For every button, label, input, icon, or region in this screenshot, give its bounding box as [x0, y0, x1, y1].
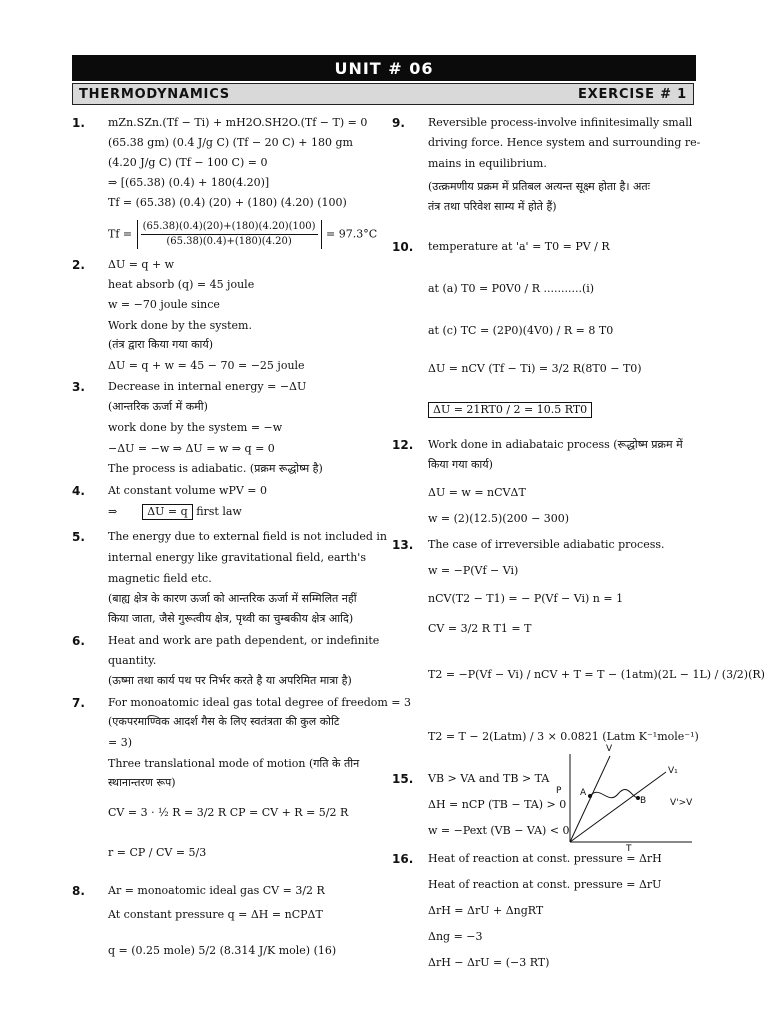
- answer-line: For monoatomic ideal gas total degree of freedom = 3: [108, 696, 412, 709]
- graph-line-v: [570, 756, 610, 842]
- answer-line-hindi: (तंत्र द्वारा किया गया कार्य): [108, 338, 214, 351]
- answer-line: Δng = −3: [428, 930, 483, 943]
- answer-line: −ΔU = −w ⇒ ΔU = w ⇒ q = 0: [108, 442, 275, 455]
- graph-line-v1: [570, 772, 666, 842]
- answer-line: q = (0.25 mole) 5/2 (8.314 J/K mole) (16): [108, 944, 337, 957]
- answer-line: ΔU = q + w = 45 − 70 = −25 joule: [108, 359, 305, 372]
- answer-line-hindi: तंत्र तथा परिवेश साम्य में होते हैं): [428, 200, 557, 213]
- answer-line: w = −70 joule since: [108, 298, 220, 311]
- answer-line: quantity.: [108, 654, 157, 667]
- graph-label-p: P: [556, 786, 562, 796]
- answer-line: w = (2)(12.5)(200 − 300): [428, 512, 570, 525]
- answer-line: Ar = monoatomic ideal gas CV = 3/2 R: [108, 884, 325, 897]
- answer-line: w = −Pext (VB − VA) < 0: [428, 824, 570, 837]
- answer-line-hindi: किया जाता, जैसे गुरूत्वीय क्षेत्र, पृथ्वी का चुम्बकीय क्षेत्र आदि): [108, 612, 354, 625]
- answer-line: CV = 3/2 R T1 = T: [428, 622, 532, 635]
- answer-line-hindi: (उत्क्रमणीय प्रक्रम में प्रतिबल अत्यन्त सूक्ष्म होता है। अतः: [428, 180, 650, 193]
- answer-line: Heat of reaction at const. pressure = ΔrH: [428, 852, 662, 865]
- answer-line: Work done in adiabataic process (रूद्धोष्म प्रक्रम में: [428, 438, 683, 451]
- answer-line: (4.20 J/g C) (Tf − 100 C) = 0: [108, 156, 268, 169]
- question-number: 4.: [72, 484, 85, 498]
- question-number: 1.: [72, 116, 85, 130]
- answer-line: w = −P(Vf − Vi): [428, 564, 519, 577]
- answer-line: ΔU = q + w: [108, 258, 175, 271]
- exercise-title: EXERCISE # 1: [577, 86, 687, 102]
- answer-line: Work done by the system.: [108, 319, 252, 332]
- question-number: 9.: [392, 116, 405, 130]
- answer-line: T2 = T − 2(Latm) / 3 × 0.0821 (Latm K⁻¹mole⁻¹): [428, 730, 699, 743]
- answer-line: ΔrH = ΔrU + ΔngRT: [428, 904, 544, 917]
- topic-title: THERMODYNAMICS: [79, 86, 230, 102]
- fraction: $\frac{(65.38)(0.4)(20)+(180)(4.20)(100)}{(65.38)(0.4)+(180)(4.20)}$: [137, 220, 322, 249]
- answer-line: T2 = −P(Vf − Vi) / nCV + T = T − (1atm)(2L − 1L) / (3/2)(R): [428, 668, 765, 681]
- answer-line: mZn.SZn.(Tf − Ti) + mH2O.SH2O.(Tf − T) = 0: [108, 116, 368, 129]
- graph-label-cond: V'>V: [670, 798, 693, 808]
- answer-line: magnetic field etc.: [108, 572, 212, 585]
- topic-bar: [72, 83, 694, 105]
- question-number: 10.: [392, 240, 414, 254]
- answer-line: temperature at 'a' = T0 = PV / R: [428, 240, 610, 253]
- question-number: 15.: [392, 772, 414, 786]
- boxed-result: ΔU = 21RT0 / 2 = 10.5 RT0: [428, 402, 592, 418]
- answer-line: = 3): [108, 736, 133, 749]
- answer-line: work done by the system = −w: [108, 421, 283, 434]
- answer-line: The process is adiabatic. (प्रक्रम रूद्धोष्म है): [108, 462, 323, 475]
- question-number: 3.: [72, 380, 85, 394]
- graph-label-v: V: [606, 744, 613, 754]
- answer-line: ΔrH − ΔrU = (−3 RT): [428, 956, 550, 969]
- question-number: 2.: [72, 258, 85, 272]
- graph-label-t: T: [626, 844, 632, 854]
- answer-line-hindi: (आन्तरिक ऊर्जा में कमी): [108, 400, 208, 413]
- answer-line: (65.38 gm) (0.4 J/g C) (Tf − 20 C) + 180 gm: [108, 136, 353, 149]
- answer-line: Heat and work are path dependent, or indefinite: [108, 634, 380, 647]
- answer-line: ⇒ ΔU = q first law: [108, 505, 242, 518]
- answer-line: ΔU = w = nCVΔT: [428, 486, 526, 499]
- answer-line: Heat of reaction at const. pressure = ΔrU: [428, 878, 662, 891]
- question-number: 8.: [72, 884, 85, 898]
- answer-line: Decrease in internal energy = −ΔU: [108, 380, 307, 393]
- answer-line: heat absorb (q) = 45 joule: [108, 278, 255, 291]
- answer-line: The energy due to external field is not included in: [108, 530, 388, 543]
- answer-line: CV = 3 · ½ R = 3/2 R CP = CV + R = 5/2 R: [108, 806, 349, 819]
- answer-line-hindi: (ऊष्मा तथा कार्य पथ पर निर्भर करते है या अपरिमित मात्रा है): [108, 674, 352, 687]
- answer-line: at (a) T0 = P0V0 / R ...........(i): [428, 282, 595, 295]
- question-number: 16.: [392, 852, 414, 866]
- graph-label-v1: V₁: [668, 766, 678, 776]
- answer-line-hindi: (बाह्य क्षेत्र के कारण ऊर्जा को आन्तरिक ऊर्जा में सम्मिलित नहीं: [108, 592, 357, 605]
- graph-label-b: B: [640, 796, 647, 806]
- answer-line: At constant volume wPV = 0: [108, 484, 268, 497]
- unit-title-bar: [72, 55, 696, 81]
- answer-line: Tf = (65.38) (0.4) (20) + (180) (4.20) (100): [108, 196, 347, 209]
- answer-line: Reversible process-involve infinitesimally small: [428, 116, 693, 129]
- answer-line: internal energy like gravitational field, earth's: [108, 551, 366, 564]
- answer-line: Three translational mode of motion (गति के तीन: [108, 757, 360, 770]
- graph-path-ab: [590, 790, 638, 798]
- answer-line: ΔH = nCP (TB − TA) > 0: [428, 798, 567, 811]
- answer-line-hindi: स्थानान्तरण रूप): [108, 776, 176, 789]
- graph-label-a: A: [580, 788, 587, 798]
- boxed-result: ΔU = q: [142, 504, 192, 520]
- graph-point-a: [588, 794, 592, 798]
- answer-line-hindi: किया गया कार्य): [428, 458, 493, 471]
- question-number: 7.: [72, 696, 85, 710]
- answer-line: The case of irreversible adiabatic process.: [428, 538, 665, 551]
- answer-line-hindi: (एकपरमाण्विक आदर्श गैस के लिए स्वतंत्रता की कुल कोटि: [108, 715, 340, 728]
- equation-tf: Tf = $\frac{(65.38)(0.4)(20)+(180)(4.20)(100)}{(65.38)(0.4)+(180)(4.20)}$ = 97.3°C: [108, 221, 378, 247]
- question-number: 13.: [392, 538, 414, 552]
- answer-line: r = CP / CV = 5/3: [108, 846, 207, 859]
- answer-line: At constant pressure q = ΔH = nCPΔT: [108, 908, 323, 921]
- pv-graph: [552, 744, 702, 860]
- answer-line: mains in equilibrium.: [428, 157, 547, 170]
- question-number: 5.: [72, 530, 85, 544]
- question-number: 12.: [392, 438, 414, 452]
- answer-line: VB > VA and TB > TA: [428, 772, 550, 785]
- answer-line: nCV(T2 − T1) = − P(Vf − Vi) n = 1: [428, 592, 624, 605]
- unit-title: UNIT # 06: [334, 58, 434, 78]
- answer-line: at (c) TC = (2P0)(4V0) / R = 8 T0: [428, 324, 614, 337]
- question-number: 6.: [72, 634, 85, 648]
- answer-line: ⇒ [(65.38) (0.4) + 180(4.20)]: [108, 176, 270, 189]
- answer-line: driving force. Hence system and surrounding re-: [428, 136, 701, 149]
- answer-line: ΔU = nCV (Tf − Ti) = 3/2 R(8T0 − T0): [428, 362, 642, 375]
